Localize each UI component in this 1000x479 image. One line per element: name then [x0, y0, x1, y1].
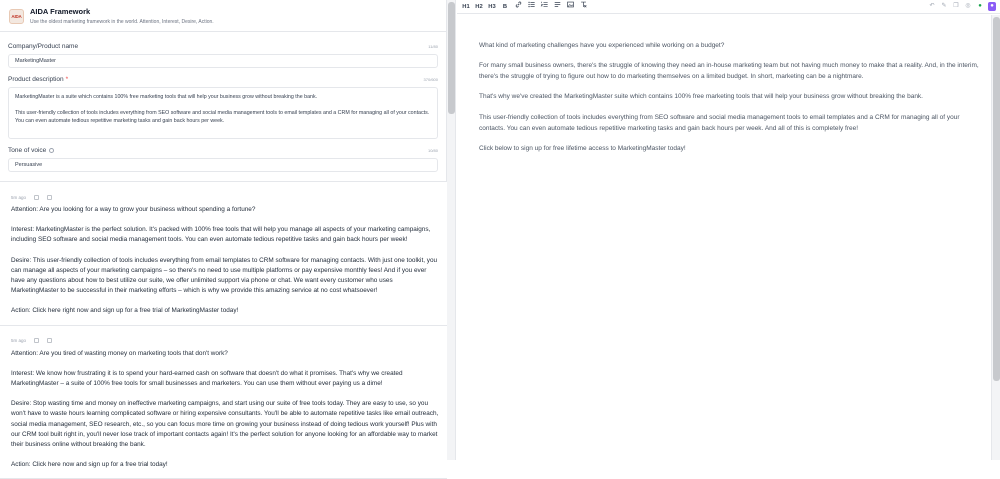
template-title: AIDA Framework: [30, 7, 91, 16]
description-label: [8, 76, 68, 83]
result-attention: Attention: Are you looking for a way to grow your business without spending a fortune?: [11, 206, 256, 213]
image-icon[interactable]: [566, 1, 574, 12]
quote-icon[interactable]: [553, 1, 561, 12]
editor-paragraph: What kind of marketing challenges have you experienced while working on a budget?: [479, 42, 725, 49]
result-action: Action: Click here right now and sign up for a free trial of MarketingMaster today!: [11, 307, 239, 315]
heading2-button[interactable]: H2: [475, 3, 483, 10]
generator-panel: [0, 0, 447, 469]
undo-icon[interactable]: ↶: [929, 3, 935, 9]
result-desire: Desire: Stop wasting time and money on ineffective marketing campaigns, and start using our suite of free tools today. They are easy to use, so you won't have to waste hours learning complicated software or hiring expensive consultants. You'll be able to automate repetitive tasks like email outreach, social media management, SEO research, etc., so you can focus more time on growing your business instead of doing tedious work yourself! Plus with our CRM tool built right in, you'll never lose track of important contacts again! It's the perfect solution for anyone looking for an affordable way to market their business online without breaking the bank.: [11, 400, 439, 449]
tone-field-group: [8, 145, 438, 172]
result-card[interactable]: [0, 182, 447, 326]
toolbar-right-actions: [924, 2, 996, 11]
right-scrollbar[interactable]: [991, 15, 1000, 460]
editor-paragraph: For many small business owners, there's the struggle of knowing they need an in-house marketing team but not having much money to make that a reality. And, in the interim, there's the struggle of trying to figure out how to do marketing themselves on a limited budget. In short, marketing can be a nightmare.: [479, 62, 979, 81]
editor-paragraph: That's why we've created the MarketingMaster suite which contains 100% free marketing tools that will help your business grow without breaking the bank.: [479, 93, 923, 101]
shield-icon[interactable]: ●: [978, 3, 982, 9]
left-scrollbar[interactable]: [447, 0, 456, 460]
description-field-group: [8, 74, 438, 139]
tone-label-text: Tone of voice: [8, 147, 47, 154]
input-form: [0, 32, 446, 172]
description-textarea[interactable]: [8, 87, 438, 139]
result-attention: Attention: Are you tired of wasting money on marketing tools that don't work?: [11, 349, 228, 357]
copy-icon[interactable]: ❐: [953, 3, 959, 9]
document-editor[interactable]: [479, 40, 984, 163]
link-icon[interactable]: [514, 1, 522, 12]
template-subtitle: Use the oldest marketing framework in the world. Attention, Interest, Desire, Action.: [30, 19, 214, 25]
results-list: [0, 181, 447, 479]
result-interest: Interest: We know how frustrating it is to spend your hard-earned cash on software that doesn't do what it promises. That's why we created MarketingMaster – a suite of 100% free tools for small businesses and marketers. You can use them without ever paying us a dime!: [11, 369, 403, 388]
description-label-text: Product description: [8, 76, 64, 83]
result-timestamp: 5m ago: [11, 338, 27, 344]
company-char-count: 11/80: [428, 44, 438, 49]
info-icon[interactable]: [49, 148, 54, 153]
heading3-button[interactable]: H3: [488, 3, 496, 10]
tone-char-count: 10/80: [427, 148, 438, 153]
company-field-group: [8, 41, 438, 68]
bold-button[interactable]: B: [502, 3, 508, 10]
template-header: [0, 0, 446, 32]
description-paragraph: MarketingMaster is a suite which contains 100% free marketing tools that will help your business grow without breaking the bank.: [15, 94, 318, 100]
result-card[interactable]: [0, 326, 447, 479]
result-interest: Interest: MarketingMaster is the perfect solution. It's packed with 100% free tools that will help you manage all aspects of your marketing campaigns, including SEO software and social media management tools. You can even automate tedious repetitive tasks and gain back hours per week!: [11, 226, 431, 244]
numbered-list-icon[interactable]: [540, 1, 548, 12]
thumbs-up-icon[interactable]: [34, 195, 39, 200]
thumbs-down-icon[interactable]: [47, 195, 52, 200]
thumbs-up-icon[interactable]: [34, 338, 39, 343]
result-meta: [11, 336, 439, 346]
description-paragraph: This user-friendly collection of tools includes everything from SEO software and social media management tools to email templates and a CRM for managing all of your contacts. You can even automate tedious repetitive marketing tasks and gain back hours per week.: [15, 110, 430, 124]
editor-paragraph: This user-friendly collection of tools includes everything from SEO software and social media management tools to email templates and a CRM for managing all of your contacts. You can even automate tedious repetitive marketing tasks and gain back hours per week. And all of this is completely free!: [479, 113, 960, 132]
result-timestamp: 5m ago: [11, 194, 27, 200]
company-label: Company/Product name: [8, 43, 79, 50]
description-char-count: 370/600: [423, 77, 438, 82]
logo-text: AIDA: [11, 14, 22, 19]
clear-format-icon[interactable]: [579, 1, 587, 12]
tone-input[interactable]: Persuasive: [8, 158, 438, 172]
bullet-list-icon[interactable]: [527, 1, 535, 12]
target-icon[interactable]: ◎: [965, 3, 971, 9]
edit-icon[interactable]: ✎: [941, 3, 947, 9]
assistant-icon[interactable]: ●: [988, 2, 996, 11]
result-desire: Desire: This user-friendly collection of tools includes everything from email templates to CRM software for managing contacts. With just one toolkit, you can manage all aspects of your marketing campaigns – so there's no need to use multiple platforms or pay expensive monthly fees! And if you ever have any questions about how to best utilize our suite, we offer unlimited support via phone or chat. We want every customer who uses MarketingMaster to be successful in their marketing efforts – which is why we provide this amazing service at no cost whatsoever!: [11, 256, 438, 295]
heading1-button[interactable]: H1: [462, 3, 470, 10]
required-mark: *: [65, 76, 69, 83]
result-action: Action: Click here now and sign up for a free trial today!: [11, 461, 168, 469]
thumbs-down-icon[interactable]: [47, 338, 52, 343]
right-scrollbar-thumb[interactable]: [993, 17, 1000, 381]
editor-toolbar: [457, 0, 1000, 14]
company-input[interactable]: MarketingMaster: [8, 54, 438, 68]
left-scrollbar-thumb[interactable]: [448, 2, 455, 114]
result-meta: [11, 192, 439, 202]
editor-paragraph: Click below to sign up for free lifetime access to MarketingMaster today!: [479, 144, 686, 152]
aida-logo: [9, 9, 24, 24]
tone-label: [8, 147, 54, 154]
